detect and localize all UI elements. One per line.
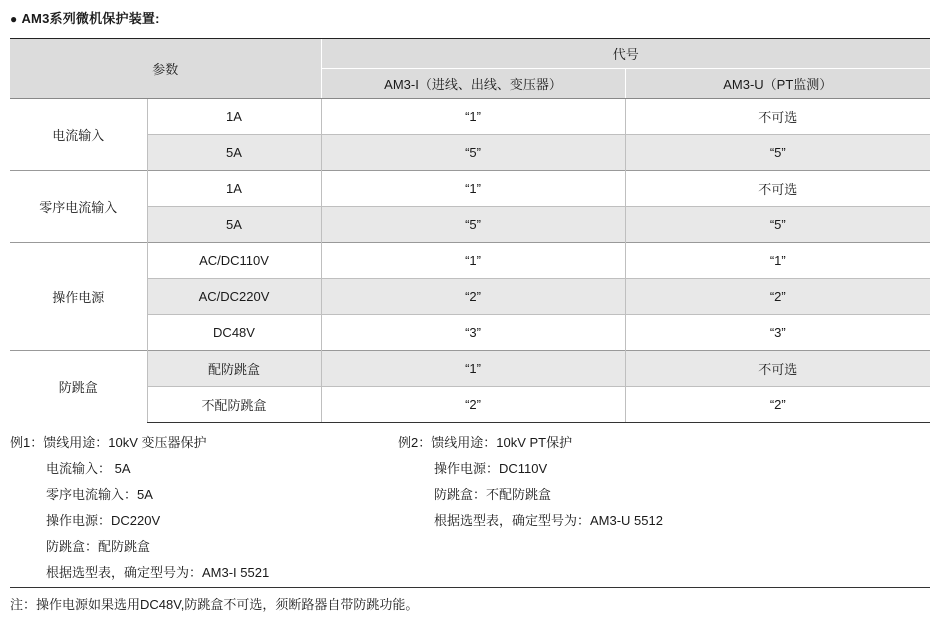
table-row (10, 135, 930, 171)
bullet-icon: ● (10, 12, 18, 26)
sub-option: AC/DC220V (147, 279, 321, 315)
am3-u-code: 不可选 (625, 171, 930, 207)
example-2-line: 操作电源：DC110V (434, 461, 548, 476)
am3-u-code: 不可选 (625, 351, 930, 387)
sub-option: 1A (147, 99, 321, 135)
sub-option: 1A (147, 171, 321, 207)
col-am3-u-header: AM3-U（PT监测） (625, 69, 930, 99)
group-label: 防跳盒 (10, 351, 147, 423)
table-row (10, 351, 930, 387)
table-row (10, 99, 930, 135)
example-2-line: 根据选型表，确定型号为：AM3-U 5512 (434, 513, 663, 528)
example-1 (10, 430, 269, 586)
example-1-line: 零序电流输入：5A (46, 487, 153, 502)
code-header: 代号 (321, 39, 930, 69)
sub-option: DC48V (147, 315, 321, 351)
am3-u-code: “3” (625, 315, 930, 351)
table-row (10, 387, 930, 423)
example-1-line: 防跳盒：配防跳盒 (46, 539, 151, 554)
am3-i-code: “5” (321, 135, 625, 171)
example-1-line: 操作电源：DC220V (46, 513, 161, 528)
example-1-line: 根据选型表，确定型号为：AM3-I 5521 (46, 565, 270, 580)
section-title: AM3系列微机保护装置: (21, 11, 160, 26)
am3-u-code: “5” (625, 207, 930, 243)
table-row (10, 243, 930, 279)
table-row (10, 279, 930, 315)
am3-u-code: 不可选 (625, 99, 930, 135)
am3-i-code: “3” (321, 315, 625, 351)
am3-u-code: “2” (625, 387, 930, 423)
am3-i-code: “5” (321, 207, 625, 243)
param-header: 参数 (10, 39, 321, 99)
example-2-line: 防跳盒：不配防跳盒 (434, 487, 552, 502)
sub-option: 配防跳盒 (147, 351, 321, 387)
divider (10, 587, 930, 588)
am3-i-code: “1” (321, 171, 625, 207)
footnote: 注：操作电源如果选用DC48V,防跳盒不可选，须断路器自带防跳功能。 (10, 597, 419, 612)
group-label: 操作电源 (10, 243, 147, 351)
sub-option: 5A (147, 135, 321, 171)
table-row (10, 315, 930, 351)
example-1-line: 电流输入： 5A (46, 461, 131, 476)
section-heading (10, 8, 160, 27)
example-2-line: 例2：馈线用途：10kV PT保护 (398, 435, 573, 450)
am3-i-code: “1” (321, 243, 625, 279)
am3-i-code: “2” (321, 279, 625, 315)
col-am3-i-header: AM3-I（进线、出线、变压器） (321, 69, 625, 99)
group-label: 电流输入 (10, 99, 147, 171)
sub-option: 5A (147, 207, 321, 243)
selection-table (10, 38, 930, 423)
am3-i-code: “1” (321, 99, 625, 135)
example-2 (398, 430, 663, 534)
am3-i-code: “2” (321, 387, 625, 423)
sub-option: 不配防跳盒 (147, 387, 321, 423)
table-row (10, 207, 930, 243)
group-label: 零序电流输入 (10, 171, 147, 243)
am3-u-code: “1” (625, 243, 930, 279)
example-1-line: 例1：馈线用途：10kV 变压器保护 (10, 435, 207, 450)
sub-option: AC/DC110V (147, 243, 321, 279)
am3-u-code: “5” (625, 135, 930, 171)
table-row (10, 171, 930, 207)
am3-u-code: “2” (625, 279, 930, 315)
am3-i-code: “1” (321, 351, 625, 387)
